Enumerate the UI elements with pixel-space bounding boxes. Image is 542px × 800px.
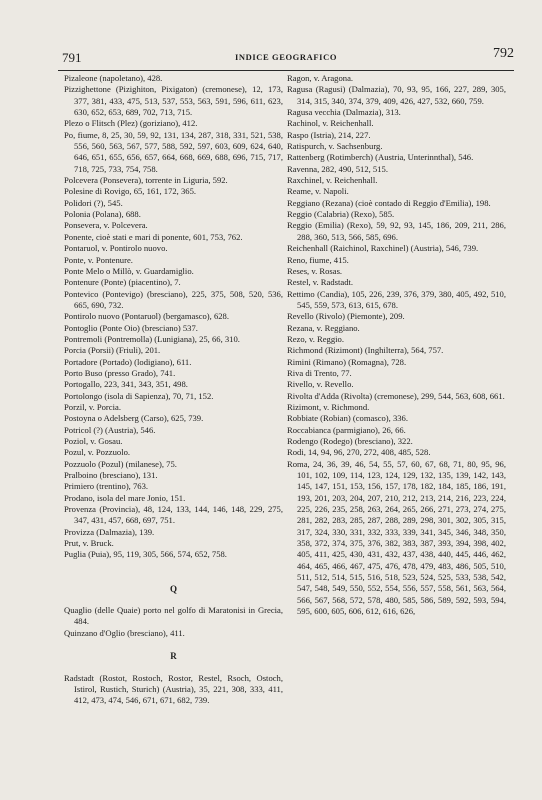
index-entry: Pralboino (bresciano), 131. [64, 470, 158, 481]
index-entry: Porto Buso (presso Grado), 741. [64, 367, 176, 378]
index-entry: Roccabianca (parmigiano), 26, 66. [287, 424, 406, 435]
page-number-right: 792 [493, 46, 514, 61]
index-entry: Quinzano d'Oglio (bresciano), 411. [64, 627, 185, 638]
index-entry: Polonia (Polana), 688. [64, 209, 141, 220]
section-heading-q: Q [169, 583, 177, 594]
index-entry: Polcevera (Ponsevera), torrente in Liguria, 592. [64, 175, 228, 186]
index-entry: Pozzuolo (Pozul) (milanese), 75. [64, 458, 177, 469]
index-entry: Pontenure (Ponte) (piacentino), 7. [64, 277, 181, 288]
index-entry: Raxchinel, v. Reichenhall. [287, 175, 378, 186]
index-entry: Ragusa (Ragusi) (Dalmazia), 70, 93, 95, 166, 227, 289, 305, 314, 315, 340, 374, 379, 409, 426, 427, 532, 660, 759. [287, 84, 506, 106]
index-entry: Robbiate (Robian) (comasco), 336. [287, 413, 408, 424]
index-entry: Provizza (Dalmazia), 139. [64, 526, 155, 537]
index-entry: Portogallo, 223, 341, 343, 351, 498. [64, 379, 188, 390]
index-entry: Pontirolo nuovo (Pontaruol) (bergamasco), 628. [64, 311, 230, 322]
index-entry: Ragon, v. Aragona. [287, 73, 354, 83]
index-entry: Rivello, v. Revello. [287, 379, 354, 390]
index-entry: Ratispurch, v. Sachsenburg. [287, 141, 383, 152]
left-column [64, 73, 283, 707]
index-entry: Pizzighettone (Pizighiton, Pixigaton) (cremonese), 12, 173, 377, 381, 433, 475, 513, 537, 553, 563, 591, 596, 611, 623, 630, 652, 653, 689, 702, 713, 715. [64, 84, 283, 118]
index-entry: Reggiano (Rezana) (cioè contado di Reggio d'Emilia), 198. [287, 197, 491, 208]
index-entry: Ponente, cioè stati e mari di ponente, 601, 753, 762. [64, 231, 243, 242]
spacer [64, 561, 283, 572]
index-entry: Ponte, v. Pontenure. [64, 254, 133, 265]
index-entry: Porcia (Porsii) (Friuli), 201. [64, 345, 161, 356]
index-entry: Riva di Trento, 77. [287, 367, 352, 378]
index-entry: Polidori (?), 545. [64, 197, 123, 208]
index-entry: Raspo (Istria), 214, 227. [287, 129, 371, 140]
index-entry: Roma, 24, 36, 39, 46, 54, 55, 57, 60, 67, 68, 71, 80, 95, 96, 101, 102, 109, 114, 123, 124, 129, 132, 135, 139, 142, 143, 145, 147, 151, 153, 156, 157, 178, 182, 184, 185, 186, 191, 193, 201, 203, 204, 207, 210, 212, 213, 214, 216, 223, 224, 225, 226, 235, 258, 263, 264, 265, 266, 271, 273, 274, 275, 281, 282, 283, 285, 287, 288, 289, 298, 301, 302, 305, 315, 317, 324, 330, 331, 332, 333, 339, 341, 345, 346, 348, 350, 358, 372, 374, 375, 376, 382, 383, 387, 393, 394, 398, 402, 405, 411, 425, 430, 431, 432, 437, 438, 440, 445, 446, 462, 464, 465, 466, 467, 475, 476, 478, 479, 483, 486, 505, 510, 511, 512, 514, 515, 516, 518, 523, 524, 525, 533, 538, 542, 547, 548, 549, 550, 552, 554, 556, 557, 558, 561, 563, 564, 566, 567, 568, 572, 578, 480, 585, 586, 589, 592, 593, 594, 595, 600, 605, 606, 612, 616, 626, [287, 458, 506, 617]
index-entry: Plezo o Flitsch (Plez) (goriziano), 412. [64, 118, 198, 129]
index-entry: Rachinol, v. Reichenhall. [287, 118, 374, 129]
index-entry: Rettimo (Candia), 105, 226, 239, 376, 379, 380, 405, 492, 510, 545, 559, 573, 613, 615, 678. [287, 288, 506, 310]
index-entry: Portadore (Portado) (lodigiano), 611. [64, 356, 192, 367]
index-entry: Polesine di Rovigo, 65, 161, 172, 365. [64, 186, 197, 197]
q-entry-list [64, 605, 283, 639]
index-entry: Pontevico (Pontevigo) (bresciano), 225, 375, 508, 520, 536, 665, 690, 732. [64, 288, 283, 310]
index-entry: Pontaruol, v. Pontirolo nuovo. [64, 243, 168, 254]
index-entry: Provenza (Provincia), 48, 124, 133, 144, 146, 148, 229, 275, 347, 431, 457, 668, 697, 751. [64, 504, 283, 526]
index-entry: Primiero (trentino), 763. [64, 481, 149, 492]
index-entry: Richmond (Rizimont) (Inghilterra), 564, 757. [287, 345, 444, 356]
left-entry-list [64, 73, 283, 561]
index-entry: Reichenhall (Raichinol, Raxchinel) (Austria), 546, 739. [287, 243, 479, 254]
index-entry: Puglia (Puia), 95, 119, 305, 566, 574, 652, 758. [64, 549, 227, 560]
running-title: INDICE GEOGRAFICO [234, 52, 338, 62]
index-entry: Rezana, v. Reggiano. [287, 322, 360, 333]
right-entry-list [287, 73, 506, 618]
index-entry: Pizaleone (napoletano), 428. [64, 73, 163, 83]
index-entry: Ponsevera, v. Polcevera. [64, 220, 148, 231]
index-entry: Rizimont, v. Richmond. [287, 401, 370, 412]
index-entry: Reggio (Calabria) (Rexo), 585. [287, 209, 395, 220]
index-entry: Reggio (Emilia) (Rexo), 59, 92, 93, 145, 186, 209, 211, 286, 288, 360, 513, 566, 585, 696. [287, 220, 506, 242]
index-entry: Rimini (Rimano) (Romagna), 728. [287, 356, 407, 367]
index-entry: Reses, v. Rosas. [287, 265, 343, 276]
r-entry-list [64, 673, 283, 707]
index-entry: Prodano, isola del mare Jonio, 151. [64, 492, 186, 503]
index-entry: Rivolta d'Adda (Rivolta) (cremonese), 299, 544, 563, 608, 661. [287, 390, 505, 401]
right-column [287, 73, 506, 618]
index-entry: Poziol, v. Gosau. [64, 436, 123, 446]
index-entry: Ponte Melo o Millò, v. Guardamiglio. [64, 265, 194, 276]
index-entry: Porzil, v. Porcia. [64, 401, 121, 412]
index-entry: Revello (Rivolo) (Piemonte), 209. [287, 311, 405, 322]
index-entry: Ravenna, 282, 490, 512, 515. [287, 163, 388, 174]
page-header [58, 46, 514, 71]
index-entry: Rattenberg (Rotimberch) (Austria, Unterinnthal), 546. [287, 152, 474, 163]
index-entry: Rodengo (Rodego) (bresciano), 322. [287, 436, 413, 446]
index-entry: Ragusa vecchia (Dalmazia), 313. [287, 107, 401, 118]
section-heading-r: R [170, 651, 177, 662]
index-entry: Restel, v. Radstadt. [287, 277, 354, 288]
page-number-left: 791 [62, 50, 82, 65]
index-entry: Quaglio (delle Quaie) porto nel golfo di Maratonisi in Grecia, 484. [64, 605, 283, 627]
index-entry: Rodi, 14, 94, 96, 270, 272, 408, 485, 528. [287, 447, 431, 458]
index-entry: Rezo, v. Reggio. [287, 333, 344, 344]
index-entry: Prut, v. Bruck. [64, 538, 114, 549]
index-entry: Po, fiume, 8, 25, 30, 59, 92, 131, 134, 287, 318, 331, 521, 538, 556, 560, 563, 567, 577, 588, 592, 597, 603, 609, 624, 640, 646, 651, 655, 656, 657, 664, 668, 669, 688, 696, 715, 717, 718, 725, 733, 754, 758. [64, 129, 283, 174]
index-entry: Pontoglio (Ponte Oio) (bresciano) 537. [64, 322, 198, 333]
index-entry: Pontremoli (Pontremolla) (Lunigiana), 25, 66, 310. [64, 333, 240, 344]
index-entry: Reame, v. Napoli. [287, 186, 349, 197]
index-entry: Potricol (?) (Austria), 546. [64, 424, 156, 435]
index-entry: Radstadt (Rostot, Rostoch, Rostor, Restel, Rsoch, Ostoch, Istirol, Rustich, Sturich) (Austria), 35, 221, 308, 333, 411, 412, 473, 474, 546, 671, 671, 682, 739. [64, 672, 283, 706]
index-entry: Pozul, v. Pozzuolo. [64, 447, 131, 458]
index-entry: Reno, fiume, 415. [287, 254, 349, 265]
index-entry: Postoyna o Adelsberg (Carso), 625, 739. [64, 413, 204, 424]
index-entry: Portolongo (isola di Sapienza), 70, 71, 152. [64, 390, 214, 401]
